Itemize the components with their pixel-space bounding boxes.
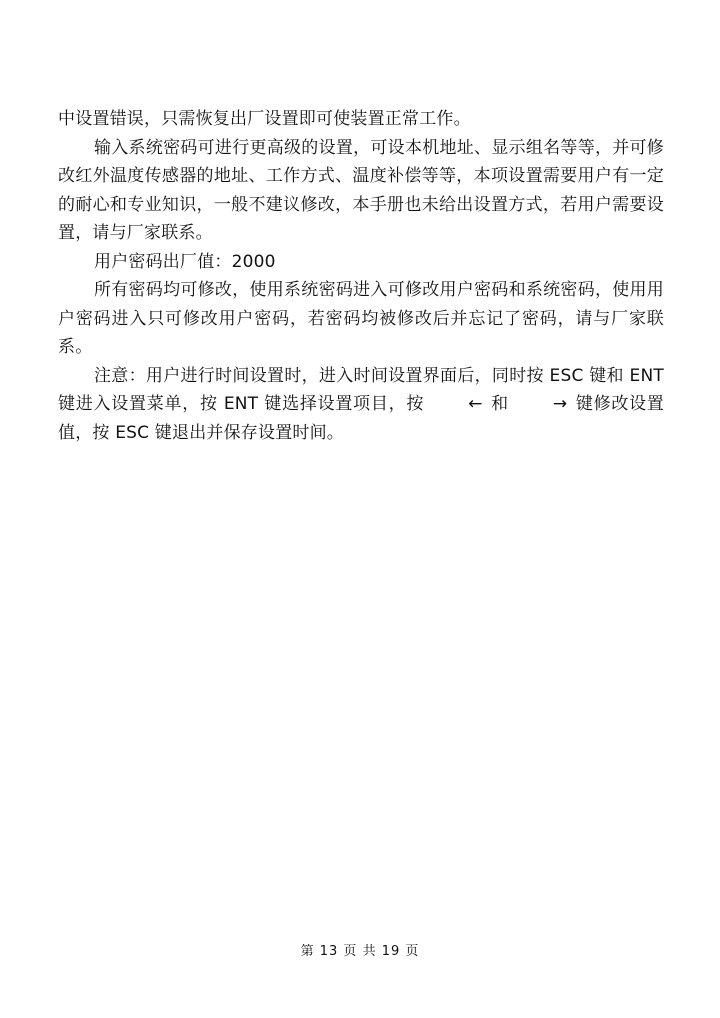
page-number-footer: 第 13 页 共 19 页 <box>300 944 420 959</box>
paragraph-password-modify: 所有密码均可修改，使用系统密码进入可修改用户密码和系统密码，使用用户密码进入只可修改用户密码，若密码均被修改后并忘记了密码，请与厂家联系。 <box>58 280 664 357</box>
note-text-after-arrows: 键修改设置值，按 ESC 键退出并保存设置时间。 <box>58 394 665 443</box>
paragraph-restore-factory: 中设置错误，只需恢复出厂设置即可使装置正常工作。 <box>58 109 471 129</box>
right-arrow-icon: → <box>552 394 568 414</box>
document-body <box>58 105 664 447</box>
paragraph-system-password: 输入系统密码可进行更高级的设置，可设本机地址、显示组名等等，并可修改红外温度传感器的地址、工作方式、温度补偿等等，本项设置需要用户有一定的耐心和专业知识，一般不建议修改，本手册也未给出设置方式，若用户需要设置，请与厂家联系。 <box>58 137 664 243</box>
note-text-before-arrows: 注意：用户进行时间设置时，进入时间设置界面后，同时按 ESC 键和 ENT 键进入设置菜单，按 ENT 键选择设置项目，按 <box>58 365 664 414</box>
paragraph-time-setting-note <box>58 362 664 448</box>
note-text-and: 和 <box>490 394 509 414</box>
paragraph-user-password-default: 用户密码出厂值：2000 <box>94 251 276 272</box>
left-arrow-icon: ← <box>468 394 483 414</box>
